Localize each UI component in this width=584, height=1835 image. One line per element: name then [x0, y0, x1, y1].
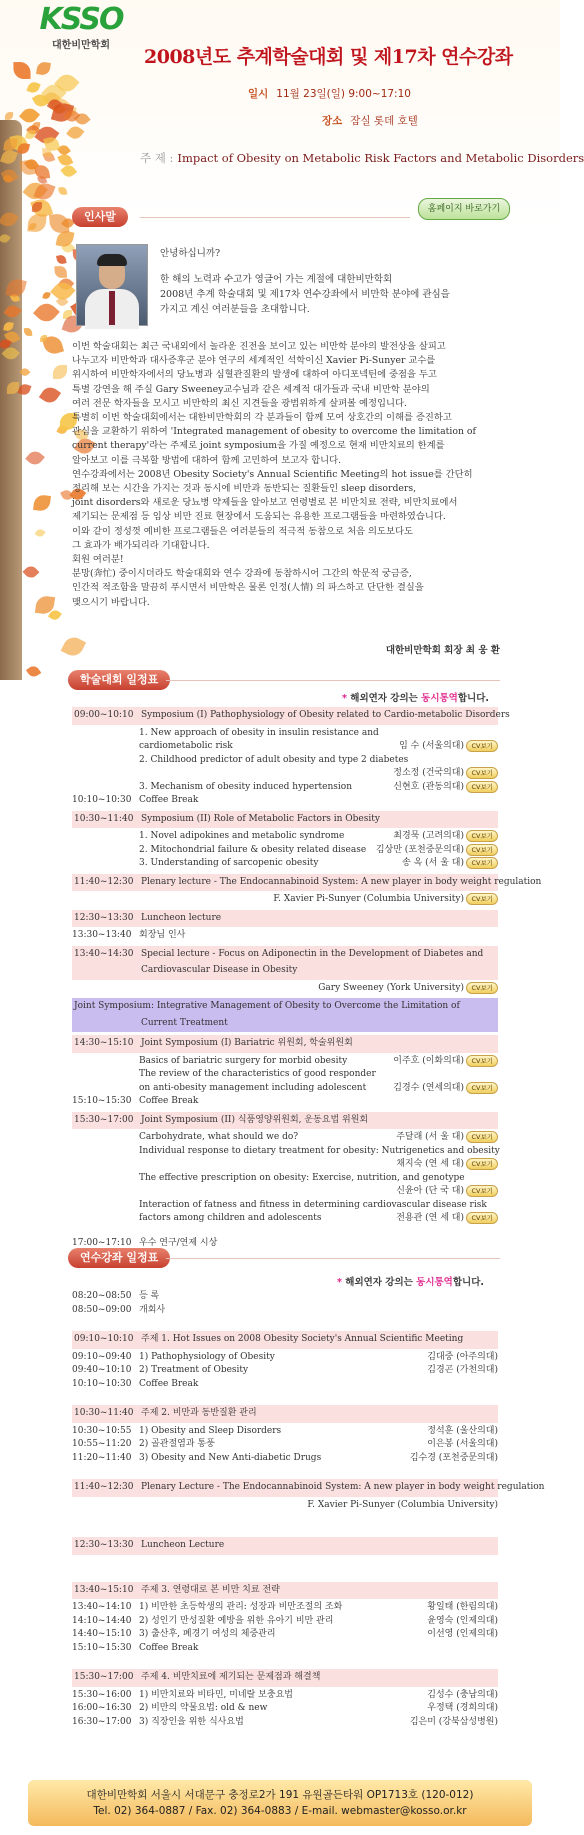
schedule-row	[72, 1199, 498, 1213]
session-header	[72, 1582, 498, 1600]
homepage-button[interactable]: 홈페이지 바로가기	[418, 198, 510, 220]
speaker: 황일태 (한림의대)	[427, 1602, 498, 1612]
speaker: 채지숙 (연 세 대)	[396, 1159, 464, 1169]
talk-title: Carbohydrate, what should we do?	[139, 1132, 299, 1142]
schedule-row	[72, 1364, 498, 1378]
date-label: 일시	[248, 88, 269, 100]
cv-button[interactable]: CV보기	[466, 1055, 498, 1067]
schedule-row	[72, 1628, 498, 1642]
greeting-paragraph-line: 나누고자 비만학과 대사증후군 분야 연구의 세계적인 석학이신 Xavier Pi-Sunyer 교수를	[72, 355, 436, 367]
session-header	[72, 874, 542, 892]
session-header-continued	[72, 1015, 498, 1033]
session-title: 주제 2. 비만과 동반질환 관리	[141, 1408, 257, 1418]
schedule-row	[72, 1601, 498, 1615]
session-time: 14:30~15:10	[74, 1038, 134, 1048]
time: 13:40~14:10	[72, 1602, 132, 1612]
greeting-paragraph-line: 여러 전문 학자들을 모시고 비만학의 최신 지견들을 광범위하게 살펴볼 예정입니다.	[72, 397, 407, 409]
talk-title: 1) Obesity and Sleep Disorders	[139, 1425, 282, 1436]
speaker: 이주호 (이화의대)	[393, 1055, 464, 1066]
time	[72, 893, 139, 907]
session-header	[72, 1331, 498, 1349]
talk-title: 2) 비만의 약물요법: old & new	[139, 1703, 268, 1713]
talk-title: 1) Pathophysiology of Obesity	[139, 1351, 275, 1362]
schedule-row	[72, 893, 498, 907]
session-header	[72, 811, 498, 829]
schedule-row	[72, 929, 498, 943]
greeting-tag: 인사말	[72, 207, 128, 227]
speaker: 임 수 (서울의대)	[399, 741, 464, 751]
event-date	[248, 86, 411, 101]
time	[72, 1172, 139, 1186]
cv-button[interactable]: CV보기	[466, 982, 498, 994]
talk-title: Interaction of fatness and fitness in determining cardiovascular disease risk	[139, 1199, 487, 1210]
schedule-row	[72, 1172, 498, 1186]
talk-title: The effective prescription on obesity: Exercise, nutrition, and genotype	[139, 1172, 465, 1183]
schedule-row	[72, 1304, 498, 1318]
time	[72, 1082, 139, 1096]
speaker: 이선영 (인제의대)	[427, 1629, 498, 1639]
talk-title: 2. Mitochondrial failure & obesity related disease	[139, 844, 367, 855]
session-header	[72, 910, 498, 928]
talk-title: 2. Childhood predictor of adult obesity and type 2 diabetes	[139, 754, 409, 765]
schedule-row	[72, 1131, 498, 1145]
talk-title: 1) 비만한 초등학생의 관리: 성장과 비만조절의 조화	[139, 1602, 343, 1612]
session-time: 13:40~15:10	[74, 1584, 134, 1595]
session-title: Plenary lecture - The Endocannabinoid System: A new player in body weight regulation	[141, 876, 542, 887]
session-header	[72, 1479, 545, 1497]
talk-title: 1. Novel adipokines and metabolic syndrome	[139, 831, 345, 841]
session-time: 15:30~17:00	[74, 1672, 134, 1682]
talk-title	[139, 893, 273, 907]
schedule-row	[72, 1425, 498, 1439]
time	[72, 1068, 139, 1082]
schedule-row	[72, 1145, 498, 1159]
session-header	[72, 998, 498, 1016]
schedule-row	[72, 1212, 498, 1226]
time: 16:30~17:00	[72, 1716, 132, 1727]
speaker: F. Xavier Pi-Sunyer (Columbia University)	[307, 1499, 498, 1510]
talk-title: 3) 직장인을 위한 식사요법	[139, 1716, 244, 1727]
greeting-paragraph-line: 이와 같이 정성껏 예비한 프로그램들은 여러분들의 적극적 동참으로 처음 의도보다도	[72, 525, 413, 537]
talk-title: 개회사	[139, 1304, 166, 1315]
time	[72, 857, 139, 871]
cv-button[interactable]: CV보기	[466, 844, 498, 856]
speaker: 김대중 (아주의대)	[427, 1351, 498, 1362]
interpretation-note: * 해외연자 강의는 동시통역합니다.	[337, 1277, 484, 1288]
session-time: 12:30~13:30	[74, 1540, 134, 1550]
time: 11:20~11:40	[72, 1452, 132, 1463]
schedule-row	[72, 982, 498, 996]
time	[72, 1185, 139, 1199]
time: 09:10~09:40	[72, 1351, 132, 1362]
time: 10:55~11:20	[72, 1439, 132, 1449]
talk-title: 3. Understanding of sarcopenic obesity	[139, 858, 319, 868]
time: 14:10~14:40	[72, 1615, 132, 1626]
place-value: 잠실 롯데 호텔	[350, 115, 418, 127]
schedule-row	[72, 781, 498, 795]
session-time: 15:30~17:00	[74, 1114, 134, 1125]
talk-title: 등 록	[139, 1291, 160, 1301]
time	[72, 1212, 139, 1226]
schedule-row	[72, 1499, 498, 1513]
spacer	[72, 1317, 498, 1328]
spacer	[72, 1568, 498, 1579]
talk-title	[139, 1499, 307, 1513]
speaker: 신윤아 (단 국 대)	[396, 1186, 464, 1196]
spacer	[72, 1655, 498, 1666]
schedule-row	[72, 754, 498, 768]
schedule-row	[72, 1158, 498, 1172]
talk-title: The review of the characteristics of good responder	[139, 1069, 376, 1079]
schedule-row	[72, 1689, 498, 1703]
session-title: Symposium (I) Pathophysiology of Obesity related to Cardio-metabolic Disorders	[141, 710, 510, 720]
time: 13:30~13:40	[72, 930, 132, 940]
greeting-line3: 2008년 추계 학술대회 및 제17차 연수강좌에서 비만학 분야에 관심을	[160, 289, 450, 300]
time: 10:10~10:30	[72, 795, 132, 805]
time	[72, 754, 139, 768]
schedule-row	[72, 1351, 498, 1365]
spacer	[72, 1512, 498, 1523]
schedule-row	[72, 1290, 498, 1304]
speaker: 김상만 (포천중문의대)	[375, 844, 464, 855]
course-schedule	[72, 1290, 545, 1729]
speaker: 전용관 (연 세 대)	[396, 1213, 464, 1223]
speaker: F. Xavier Pi-Sunyer (Columbia University)	[273, 894, 464, 904]
schedule-row	[72, 857, 498, 871]
greeting-paragraph-line: 관심을 교환하기 위하여 'Integrated management of obesity to overcome the limitation of	[72, 426, 476, 438]
speaker: 신현호 (관동의대)	[393, 781, 464, 792]
time	[72, 767, 139, 781]
time	[72, 1145, 139, 1159]
footer-contact	[28, 1780, 532, 1826]
greeting-paragraph-line: joint disorders와 새로운 당뇨병 약제들을 알아보고 연령별로 본 비만치료 전략, 비만치료에서	[72, 497, 458, 509]
speaker: 김수경 (포천중문의대)	[409, 1452, 498, 1463]
speaker: 최경묵 (고려의대)	[393, 831, 464, 841]
time	[72, 1199, 139, 1213]
cv-button[interactable]: CV보기	[466, 893, 498, 905]
spacer	[72, 1391, 498, 1402]
greeting-line4: 가지고 계신 여러분들을 초대합니다.	[160, 304, 310, 315]
schedule-row	[72, 740, 498, 754]
speaker: 김은미 (강북삼성병원)	[409, 1716, 498, 1727]
session-title: Joint Symposium: Integrative Management of Obesity to Overcome the Limitation of	[74, 1001, 460, 1011]
place-label: 장소	[322, 115, 343, 127]
cv-button[interactable]: CV보기	[466, 1131, 498, 1143]
session-header	[72, 1669, 498, 1687]
talk-title: 1) 비만치료와 비타민, 미네랄 보충요법	[139, 1689, 293, 1700]
cv-button[interactable]: CV보기	[466, 740, 498, 752]
greeting-paragraph-line: 맺으시기 바랍니다.	[72, 596, 150, 608]
signature: 대한비만학회 회장 최 웅 환	[385, 645, 500, 656]
schedule-row	[72, 1702, 498, 1716]
time	[72, 844, 139, 858]
time: 15:10~15:30	[72, 1096, 132, 1106]
time	[72, 1158, 139, 1172]
talk-title: on anti-obesity management including adolescent	[139, 1082, 367, 1093]
talk-title: Coffee Break	[139, 795, 199, 805]
speaker: 정소정 (건국의대)	[393, 768, 464, 778]
time	[72, 1131, 139, 1145]
speaker: 정석훈 (울산의대)	[427, 1425, 498, 1436]
session-title: Current Treatment	[141, 1017, 228, 1028]
divider	[166, 1258, 500, 1259]
schedule-row	[72, 1615, 498, 1629]
talk-title: Coffee Break	[139, 1378, 199, 1389]
schedule-row	[72, 844, 498, 858]
greeting-line1: 안녕하십니까?	[160, 248, 221, 259]
theme-label: 주 제 :	[140, 151, 174, 165]
logo[interactable]	[36, 4, 126, 51]
talk-title: Coffee Break	[139, 1642, 199, 1653]
speaker: 김경수 (연세의대)	[393, 1082, 464, 1093]
spacer	[72, 1557, 498, 1568]
date-value: 11월 23일(일) 9:00~17:10	[276, 88, 411, 100]
greeting-paragraph-line: 인간적 적조함을 말끔히 푸시면서 비만학은 물론 인정(人情) 의 파스하고 단단한 결실을	[72, 582, 424, 594]
session-title: Symposium (II) Role of Metabolic Factors in Obesity	[141, 813, 380, 824]
cv-button[interactable]: CV보기	[466, 781, 498, 793]
talk-title: 2) Treatment of Obesity	[139, 1365, 249, 1375]
theme-value: Impact of Obesity on Metabolic Risk Factors and Metabolic Disorders	[177, 151, 584, 165]
cv-button[interactable]: CV보기	[466, 1212, 498, 1224]
talk-title: 우수 연구/연제 시상	[139, 1237, 218, 1248]
time	[72, 1055, 139, 1069]
session-header	[72, 1537, 498, 1555]
session-time: 11:40~12:30	[74, 876, 134, 887]
cv-button[interactable]: CV보기	[466, 857, 498, 869]
session-title: Luncheon Lecture	[141, 1540, 225, 1550]
cv-button[interactable]: CV보기	[466, 1185, 498, 1197]
greeting-paragraph-line: 정리해 보는 시간을 가지는 것과 동시에 비만과 동반되는 질환들인 sleep disorders,	[72, 483, 417, 495]
speaker: 이은봉 (서울의대)	[427, 1439, 498, 1449]
greeting-paragraph-line: 특별히 이번 학술대회에서는 대한비만학회의 각 분과들이 함께 모여 상호간의 이해를 증진하고	[72, 412, 452, 424]
schedule-row	[72, 1055, 498, 1069]
talk-title	[139, 1158, 396, 1172]
greeting-paragraph-line: 제기되는 문제점 등 임상 비만 진료 현장에서 도움되는 유용한 프로그램들을 마련하였습니다.	[72, 511, 446, 523]
schedule-row	[72, 1068, 498, 1082]
session-header	[72, 1112, 498, 1130]
talk-title: 3) 출산후, 폐경기 여성의 체중관리	[139, 1629, 276, 1639]
greeting-paragraph-line: 연수강좌에서는 2008년 Obesity Society's Annual Scientific Meeting의 hot issue를 간단히	[72, 468, 473, 480]
schedule-row	[72, 1082, 498, 1096]
greeting-paragraph-line: 위시하여 비만학자에서의 당뇨병과 심혈관질환의 발생에 대하여 아디포넥틴에 중점을 두고	[72, 369, 437, 381]
greeting-paragraph-line: 회원 여러분!	[72, 554, 124, 566]
spacer	[72, 1226, 498, 1237]
event-theme	[140, 150, 584, 166]
talk-title: Individual response to dietary treatment for obesity: Nutrigenetics and obesity	[139, 1145, 500, 1156]
greeting-body	[72, 340, 502, 610]
schedule-row	[72, 1095, 498, 1109]
course-schedule-tag: 연수강좌 일정표	[68, 1248, 170, 1268]
time	[72, 740, 139, 754]
greeting-paragraph-line: 알아보고 이를 극복할 방법에 대하여 함께 고민하여 보고자 합니다.	[72, 454, 342, 466]
talk-title	[139, 982, 318, 996]
talk-title: 2) 골관절염과 통풍	[139, 1439, 215, 1449]
time	[72, 982, 139, 996]
time	[72, 830, 139, 844]
session-time: 11:40~12:30	[74, 1482, 134, 1492]
talk-title: 3) Obesity and New Anti-diabetic Drugs	[139, 1452, 322, 1463]
greeting-paragraph-line: 그 효과가 배가되리라 기대합니다.	[72, 539, 210, 551]
session-header	[72, 1035, 498, 1053]
session-header	[72, 707, 510, 725]
talk-title: 3. Mechanism of obesity induced hypertension	[139, 781, 352, 792]
cv-button[interactable]: CV보기	[466, 830, 498, 842]
session-title: 주제 4. 비만치료에 제기되는 문제점과 해결책	[141, 1672, 321, 1682]
session-title: Special lecture - Focus on Adiponectin in the Development of Diabetes and	[141, 948, 484, 959]
session-title: Plenary Lecture - The Endocannabinoid System: A new player in body weight regulation	[141, 1482, 545, 1492]
greeting-paragraph-line: current therapy'라는 주제로 joint symposium을 가질 예정으로 현재 비만치료의 한계를	[72, 440, 445, 452]
talk-title: cardiometabolic risk	[139, 741, 233, 751]
speaker: 윤영숙 (인제의대)	[427, 1615, 498, 1626]
spacer	[72, 1465, 498, 1476]
time: 09:40~10:10	[72, 1365, 132, 1375]
footer-phone-email[interactable]: Tel. 02) 364-0887 / Fax. 02) 364-0883 / E-mail. webmaster@kosso.or.kr	[93, 1805, 467, 1817]
cv-button[interactable]: CV보기	[466, 1082, 498, 1094]
schedule-row	[72, 794, 498, 808]
schedule-row	[72, 1452, 498, 1466]
session-time: 10:30~11:40	[74, 1408, 134, 1418]
cv-button[interactable]: CV보기	[466, 1158, 498, 1170]
president-photo	[76, 244, 148, 326]
time: 15:10~15:30	[72, 1642, 132, 1653]
talk-title	[139, 767, 393, 781]
speaker: 송 옥 (서 울 대)	[402, 858, 464, 868]
schedule-row	[72, 1185, 498, 1199]
spacer	[72, 1523, 498, 1534]
speaker: 우정택 (경희의대)	[427, 1703, 498, 1713]
greeting-paragraph-line: 특별 강연을 해 주실 Gary Sweeney교수님과 같은 세계적 대가들과 국내 비만학 분야의	[72, 383, 430, 395]
session-time: 13:40~14:30	[74, 948, 134, 959]
divider	[166, 680, 500, 681]
talk-title	[139, 1185, 396, 1199]
session-title: Cardiovascular Disease in Obesity	[141, 965, 298, 975]
time	[72, 781, 139, 795]
page-title: 2008년도 추계학술대회 및 제17차 연수강좌	[144, 46, 513, 68]
time: 16:00~16:30	[72, 1703, 132, 1713]
time: 17:00~17:10	[72, 1237, 132, 1248]
session-title: Joint Symposium (I) Bariatric 위원회, 학술위원회	[141, 1038, 353, 1048]
time: 10:30~10:55	[72, 1425, 132, 1436]
session-time: 12:30~13:30	[74, 912, 134, 923]
speaker: 김성수 (충남의대)	[427, 1689, 498, 1700]
conference-schedule-tag: 학술대회 일정표	[68, 670, 170, 690]
time: 10:10~10:30	[72, 1378, 132, 1389]
talk-title: 1. New approach of obesity in insulin resistance and	[139, 727, 379, 738]
time	[72, 1499, 139, 1513]
session-header	[72, 946, 498, 964]
time	[72, 727, 139, 741]
talk-title: factors among children and adolescents	[139, 1213, 322, 1223]
schedule-row	[72, 1438, 498, 1452]
event-place	[322, 113, 418, 128]
time: 08:20~08:50	[72, 1291, 132, 1301]
schedule-row	[72, 767, 498, 781]
greeting-line2: 한 해의 노력과 수고가 영글어 가는 계절에 대한비만학회	[160, 274, 393, 285]
session-time: 10:30~11:40	[74, 813, 134, 824]
time: 14:40~15:10	[72, 1629, 132, 1639]
cv-button[interactable]: CV보기	[466, 767, 498, 779]
time: 15:30~16:00	[72, 1689, 132, 1700]
schedule-row	[72, 1642, 498, 1656]
schedule-row	[72, 1378, 498, 1392]
schedule-row	[72, 830, 498, 844]
session-time: 09:10~10:10	[74, 1334, 134, 1344]
session-time: 09:00~10:10	[74, 710, 134, 720]
session-header-continued	[72, 962, 498, 980]
logo-mark: KSSO	[39, 2, 123, 37]
speaker: Gary Sweeney (York University)	[318, 982, 464, 993]
session-header	[72, 1405, 498, 1423]
talk-title: Coffee Break	[139, 1096, 199, 1106]
conference-schedule	[72, 704, 542, 1250]
footer-address: 대한비만학회 서울시 서대문구 충정로2가 191 유원골든타워 OP1713호 (120-012)	[86, 1789, 474, 1801]
schedule-row	[72, 1716, 498, 1730]
session-title: Joint Symposium (II) 식품영양위원회, 운동요법 위원회	[141, 1114, 369, 1125]
logo-name: 대한비만학회	[52, 40, 110, 51]
session-title: 주제 3. 연령대로 본 비만 치료 전략	[141, 1584, 280, 1595]
divider	[140, 217, 410, 218]
session-title: Luncheon lecture	[141, 912, 222, 923]
session-title: 주제 1. Hot Issues on 2008 Obesity Society's Annual Scientific Meeting	[141, 1334, 464, 1344]
speaker: 김경곤 (가천의대)	[427, 1365, 498, 1375]
talk-title: 회장님 인사	[139, 930, 186, 940]
greeting-paragraph-line: 이번 학술대회는 최근 국내외에서 놀라운 진전을 보이고 있는 비만학 분야의 발전상을 살피고	[72, 341, 446, 352]
talk-title: 2) 성인기 만성질환 예방을 위한 유아기 비만 관리	[139, 1615, 334, 1626]
speaker: 주달래 (서 울 대)	[396, 1132, 464, 1142]
interpretation-note: * 해외연자 강의는 동시통역합니다.	[342, 693, 489, 704]
greeting-paragraph-line: 분망(奔忙) 중이시더라도 학술대회와 연수 강좌에 동참하시어 그간의 학문적 궁금증,	[72, 568, 412, 580]
time: 08:50~09:00	[72, 1304, 132, 1315]
schedule-row	[72, 727, 498, 741]
talk-title: Basics of bariatric surgery for morbid obesity	[139, 1055, 348, 1066]
